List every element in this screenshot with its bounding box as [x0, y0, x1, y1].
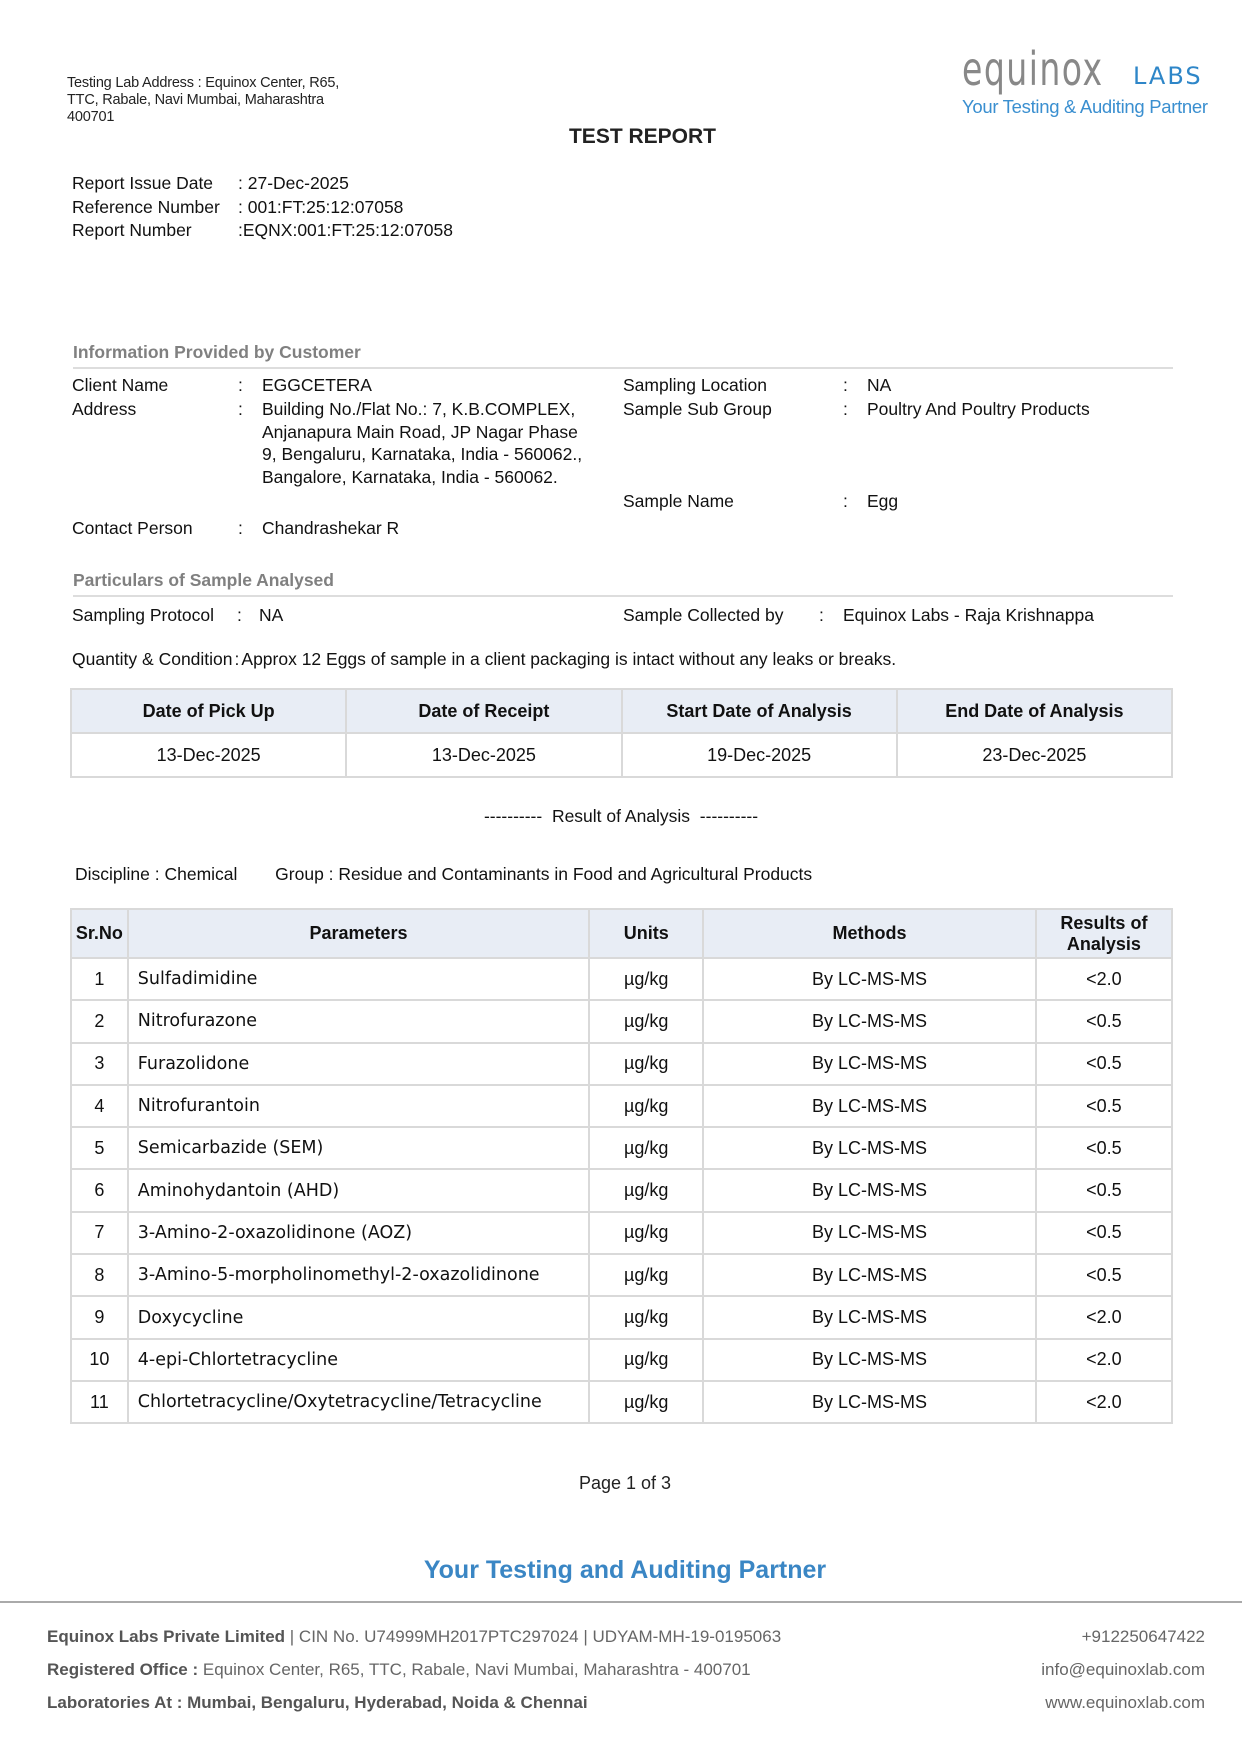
logo-wordmark: equinox — [962, 42, 1104, 96]
end-date-of-analysis: 23-Dec-2025 — [897, 733, 1172, 777]
dates-header-row — [71, 689, 1172, 733]
column-header-sr-no: Sr.No — [71, 909, 128, 958]
reference-number — [72, 196, 453, 220]
method: By LC-MS-MS — [703, 1254, 1036, 1296]
dates-value-row — [71, 733, 1172, 777]
field-label: Quantity & Condition — [72, 649, 233, 669]
field-separator: : — [843, 399, 848, 419]
table-row — [71, 1339, 1172, 1381]
lab-address-line: Testing Lab Address : Equinox Center, R65, — [67, 75, 340, 91]
unit: µg/kg — [589, 1339, 703, 1381]
column-header: Date of Receipt — [346, 689, 621, 733]
result: <0.5 — [1036, 1254, 1172, 1296]
company-ids: | CIN No. U74999MH2017PTC297024 | UDYAM-MH-19-0195063 — [285, 1627, 782, 1646]
method: By LC-MS-MS — [703, 1339, 1036, 1381]
parameter: Chlortetracycline/Oxytetracycline/Tetracycline — [128, 1381, 590, 1423]
address-value — [262, 398, 582, 488]
table-row — [71, 1000, 1172, 1042]
sr-no: 2 — [71, 1000, 128, 1042]
field-separator: : — [843, 491, 848, 511]
phone-number: +912250647422 — [1081, 1627, 1205, 1646]
sampling-protocol-row — [72, 604, 283, 627]
footer-tagline: Your Testing and Auditing Partner — [423, 1556, 827, 1584]
sr-no: 10 — [71, 1339, 128, 1381]
field-separator: : — [237, 605, 242, 625]
sample-sub-group-row — [623, 398, 1090, 421]
discipline-group-line — [75, 864, 812, 885]
field-label: Sample Sub Group — [623, 399, 772, 419]
meta-value: : 001:FT:25:12:07058 — [238, 196, 404, 217]
result: <0.5 — [1036, 1169, 1172, 1211]
parameter: 3-Amino-5-morpholinomethyl-2-oxazolidinone — [128, 1254, 590, 1296]
table-row — [71, 1085, 1172, 1127]
result: <0.5 — [1036, 1043, 1172, 1085]
meta-label: Reference Number — [72, 196, 220, 217]
unit: µg/kg — [589, 1085, 703, 1127]
footer-company-info — [47, 1620, 781, 1719]
unit: µg/kg — [589, 1212, 703, 1254]
date-of-receipt: 13-Dec-2025 — [346, 733, 621, 777]
unit: µg/kg — [589, 1381, 703, 1423]
unit: µg/kg — [589, 1169, 703, 1211]
table-row — [71, 1212, 1172, 1254]
unit: µg/kg — [589, 1000, 703, 1042]
result: <2.0 — [1036, 1296, 1172, 1338]
method: By LC-MS-MS — [703, 1296, 1036, 1338]
field-label: Contact Person — [72, 518, 193, 538]
client-name-row — [72, 374, 372, 397]
parameter: Nitrofurazone — [128, 1000, 590, 1042]
sample-sub-group-value: Poultry And Poultry Products — [867, 399, 1090, 419]
unit: µg/kg — [589, 958, 703, 1000]
sample-dates-table — [70, 688, 1173, 778]
column-header: Date of Pick Up — [71, 689, 346, 733]
meta-label: Report Issue Date — [72, 173, 214, 193]
field-separator: : — [843, 375, 848, 395]
section-heading-sample-particulars: Particulars of Sample Analysed — [73, 570, 1173, 597]
meta-value: : 27-Dec-2025 — [238, 173, 349, 193]
contact-person-value: Chandrashekar R — [262, 518, 400, 538]
discipline-label: Discipline : Chemical — [75, 864, 238, 884]
field-separator: : — [238, 399, 243, 419]
parameter: 4-epi-Chlortetracycline — [128, 1339, 590, 1381]
quantity-condition-row — [72, 648, 896, 671]
table-row — [71, 1381, 1172, 1423]
table-row — [71, 958, 1172, 1000]
group-label: Group : Residue and Contaminants in Food and Agricultural Products — [275, 864, 813, 884]
method: By LC-MS-MS — [703, 1085, 1036, 1127]
unit: µg/kg — [589, 1296, 703, 1338]
lab-address-line: TTC, Rabale, Navi Mumbai, Maharashtra — [67, 92, 324, 108]
meta-label: Report Number — [72, 220, 192, 240]
parameter: Sulfadimidine — [128, 958, 590, 1000]
sr-no: 6 — [71, 1169, 128, 1211]
footer-contact-info — [1041, 1620, 1205, 1719]
column-header: End Date of Analysis — [897, 689, 1172, 733]
logo-labs-text: LABS — [1133, 62, 1203, 90]
sr-no: 8 — [71, 1254, 128, 1296]
lab-address-line: 400701 — [67, 109, 115, 125]
testing-lab-address — [67, 75, 339, 126]
parameter: Semicarbazide (SEM) — [128, 1127, 590, 1169]
field-label: Client Name — [72, 375, 169, 395]
method: By LC-MS-MS — [703, 1212, 1036, 1254]
unit: µg/kg — [589, 1043, 703, 1085]
report-title: TEST REPORT — [568, 125, 716, 148]
result: <0.5 — [1036, 1212, 1172, 1254]
logo-tagline: Your Testing & Auditing Partner — [962, 96, 1208, 117]
report-meta — [72, 172, 453, 243]
table-row — [71, 1169, 1172, 1211]
column-header: Start Date of Analysis — [622, 689, 897, 733]
parameter: Furazolidone — [128, 1043, 590, 1085]
column-header-results: Results of Analysis — [1036, 909, 1172, 958]
address-row — [72, 398, 582, 488]
parameter: Doxycycline — [128, 1296, 590, 1338]
registered-office-value: Equinox Center, R65, TTC, Rabale, Navi Mumbai, Maharashtra - 400701 — [198, 1660, 751, 1679]
sampling-protocol-value: NA — [259, 605, 284, 625]
column-header-parameters: Parameters — [128, 909, 590, 958]
method: By LC-MS-MS — [703, 1000, 1036, 1042]
sr-no: 5 — [71, 1127, 128, 1169]
unit: µg/kg — [589, 1127, 703, 1169]
result: <2.0 — [1036, 1339, 1172, 1381]
contact-person-row — [72, 517, 399, 540]
field-separator: : — [238, 375, 243, 395]
column-header-units: Units — [589, 909, 703, 958]
address-line: 9, Bengaluru, Karnataka, India - 560062., — [262, 444, 583, 464]
field-label: Sampling Location — [623, 375, 767, 395]
page-number: Page 1 of 3 — [578, 1473, 672, 1493]
company-name: Equinox Labs Private Limited — [47, 1627, 286, 1646]
result: <0.5 — [1036, 1127, 1172, 1169]
results-header-row — [71, 909, 1172, 958]
footer-divider — [0, 1601, 1242, 1603]
method: By LC-MS-MS — [703, 1043, 1036, 1085]
result-of-analysis-heading: ---------- Result of Analysis ---------- — [483, 806, 759, 826]
address-line: Bangalore, Karnataka, India - 560062. — [262, 466, 558, 487]
address-line: Building No./Flat No.: 7, K.B.COMPLEX, — [262, 399, 576, 419]
sr-no: 4 — [71, 1085, 128, 1127]
company-line — [47, 1620, 781, 1653]
unit: µg/kg — [589, 1254, 703, 1296]
report-issue-date — [72, 172, 453, 196]
website-link[interactable]: www.equinoxlab.com — [1045, 1693, 1205, 1712]
quantity-condition-value: Approx 12 Eggs of sample in a client packaging is intact without any leaks or breaks. — [241, 649, 897, 669]
sr-no: 9 — [71, 1296, 128, 1338]
address-line: Anjanapura Main Road, JP Nagar Phase — [262, 421, 578, 442]
laboratories-line — [47, 1686, 781, 1719]
method: By LC-MS-MS — [703, 958, 1036, 1000]
result: <2.0 — [1036, 1381, 1172, 1423]
field-label: Sample Collected by — [623, 605, 784, 625]
meta-value: :EQNX:001:FT:25:12:07058 — [238, 220, 453, 240]
parameter: Aminohydantoin (AHD) — [128, 1169, 590, 1211]
sampling-location-value: NA — [867, 375, 892, 395]
field-label: Sample Name — [623, 491, 734, 511]
registered-office-label: Registered Office : — [47, 1660, 199, 1679]
method: By LC-MS-MS — [703, 1169, 1036, 1211]
date-of-pick-up: 13-Dec-2025 — [71, 733, 346, 777]
method: By LC-MS-MS — [703, 1127, 1036, 1169]
email-link[interactable]: info@equinoxlab.com — [1041, 1660, 1205, 1679]
sample-collected-by-value: Equinox Labs - Raja Krishnappa — [843, 605, 1094, 625]
field-separator: : — [238, 518, 243, 538]
result: <0.5 — [1036, 1085, 1172, 1127]
column-header-methods: Methods — [703, 909, 1036, 958]
sr-no: 3 — [71, 1043, 128, 1085]
report-number — [72, 219, 453, 243]
field-label: Sampling Protocol — [72, 605, 215, 625]
sr-no: 11 — [71, 1381, 128, 1423]
table-row — [71, 1254, 1172, 1296]
table-row — [71, 1296, 1172, 1338]
field-separator: : — [819, 605, 824, 625]
field-separator: : — [234, 649, 240, 669]
results-table — [70, 908, 1173, 1424]
sample-name-row — [623, 490, 898, 513]
sample-name-value: Egg — [867, 491, 899, 511]
sr-no: 7 — [71, 1212, 128, 1254]
table-row — [71, 1043, 1172, 1085]
registered-office-line — [47, 1653, 781, 1686]
parameter: 3-Amino-2-oxazolidinone (AOZ) — [128, 1212, 590, 1254]
parameter: Nitrofurantoin — [128, 1085, 590, 1127]
laboratories-at: Laboratories At : Mumbai, Bengaluru, Hyderabad, Noida & Chennai — [47, 1693, 588, 1712]
client-name-value: EGGCETERA — [262, 375, 372, 395]
method: By LC-MS-MS — [703, 1381, 1036, 1423]
sample-collected-by-row — [623, 604, 1094, 627]
result: <0.5 — [1036, 1000, 1172, 1042]
table-row — [71, 1127, 1172, 1169]
field-label: Address — [72, 399, 137, 419]
start-date-of-analysis: 19-Dec-2025 — [622, 733, 897, 777]
equinox-labs-logo — [962, 42, 1232, 118]
result: <2.0 — [1036, 958, 1172, 1000]
section-heading-customer-info: Information Provided by Customer — [73, 342, 1173, 369]
sampling-location-row — [623, 374, 891, 397]
sr-no: 1 — [71, 958, 128, 1000]
